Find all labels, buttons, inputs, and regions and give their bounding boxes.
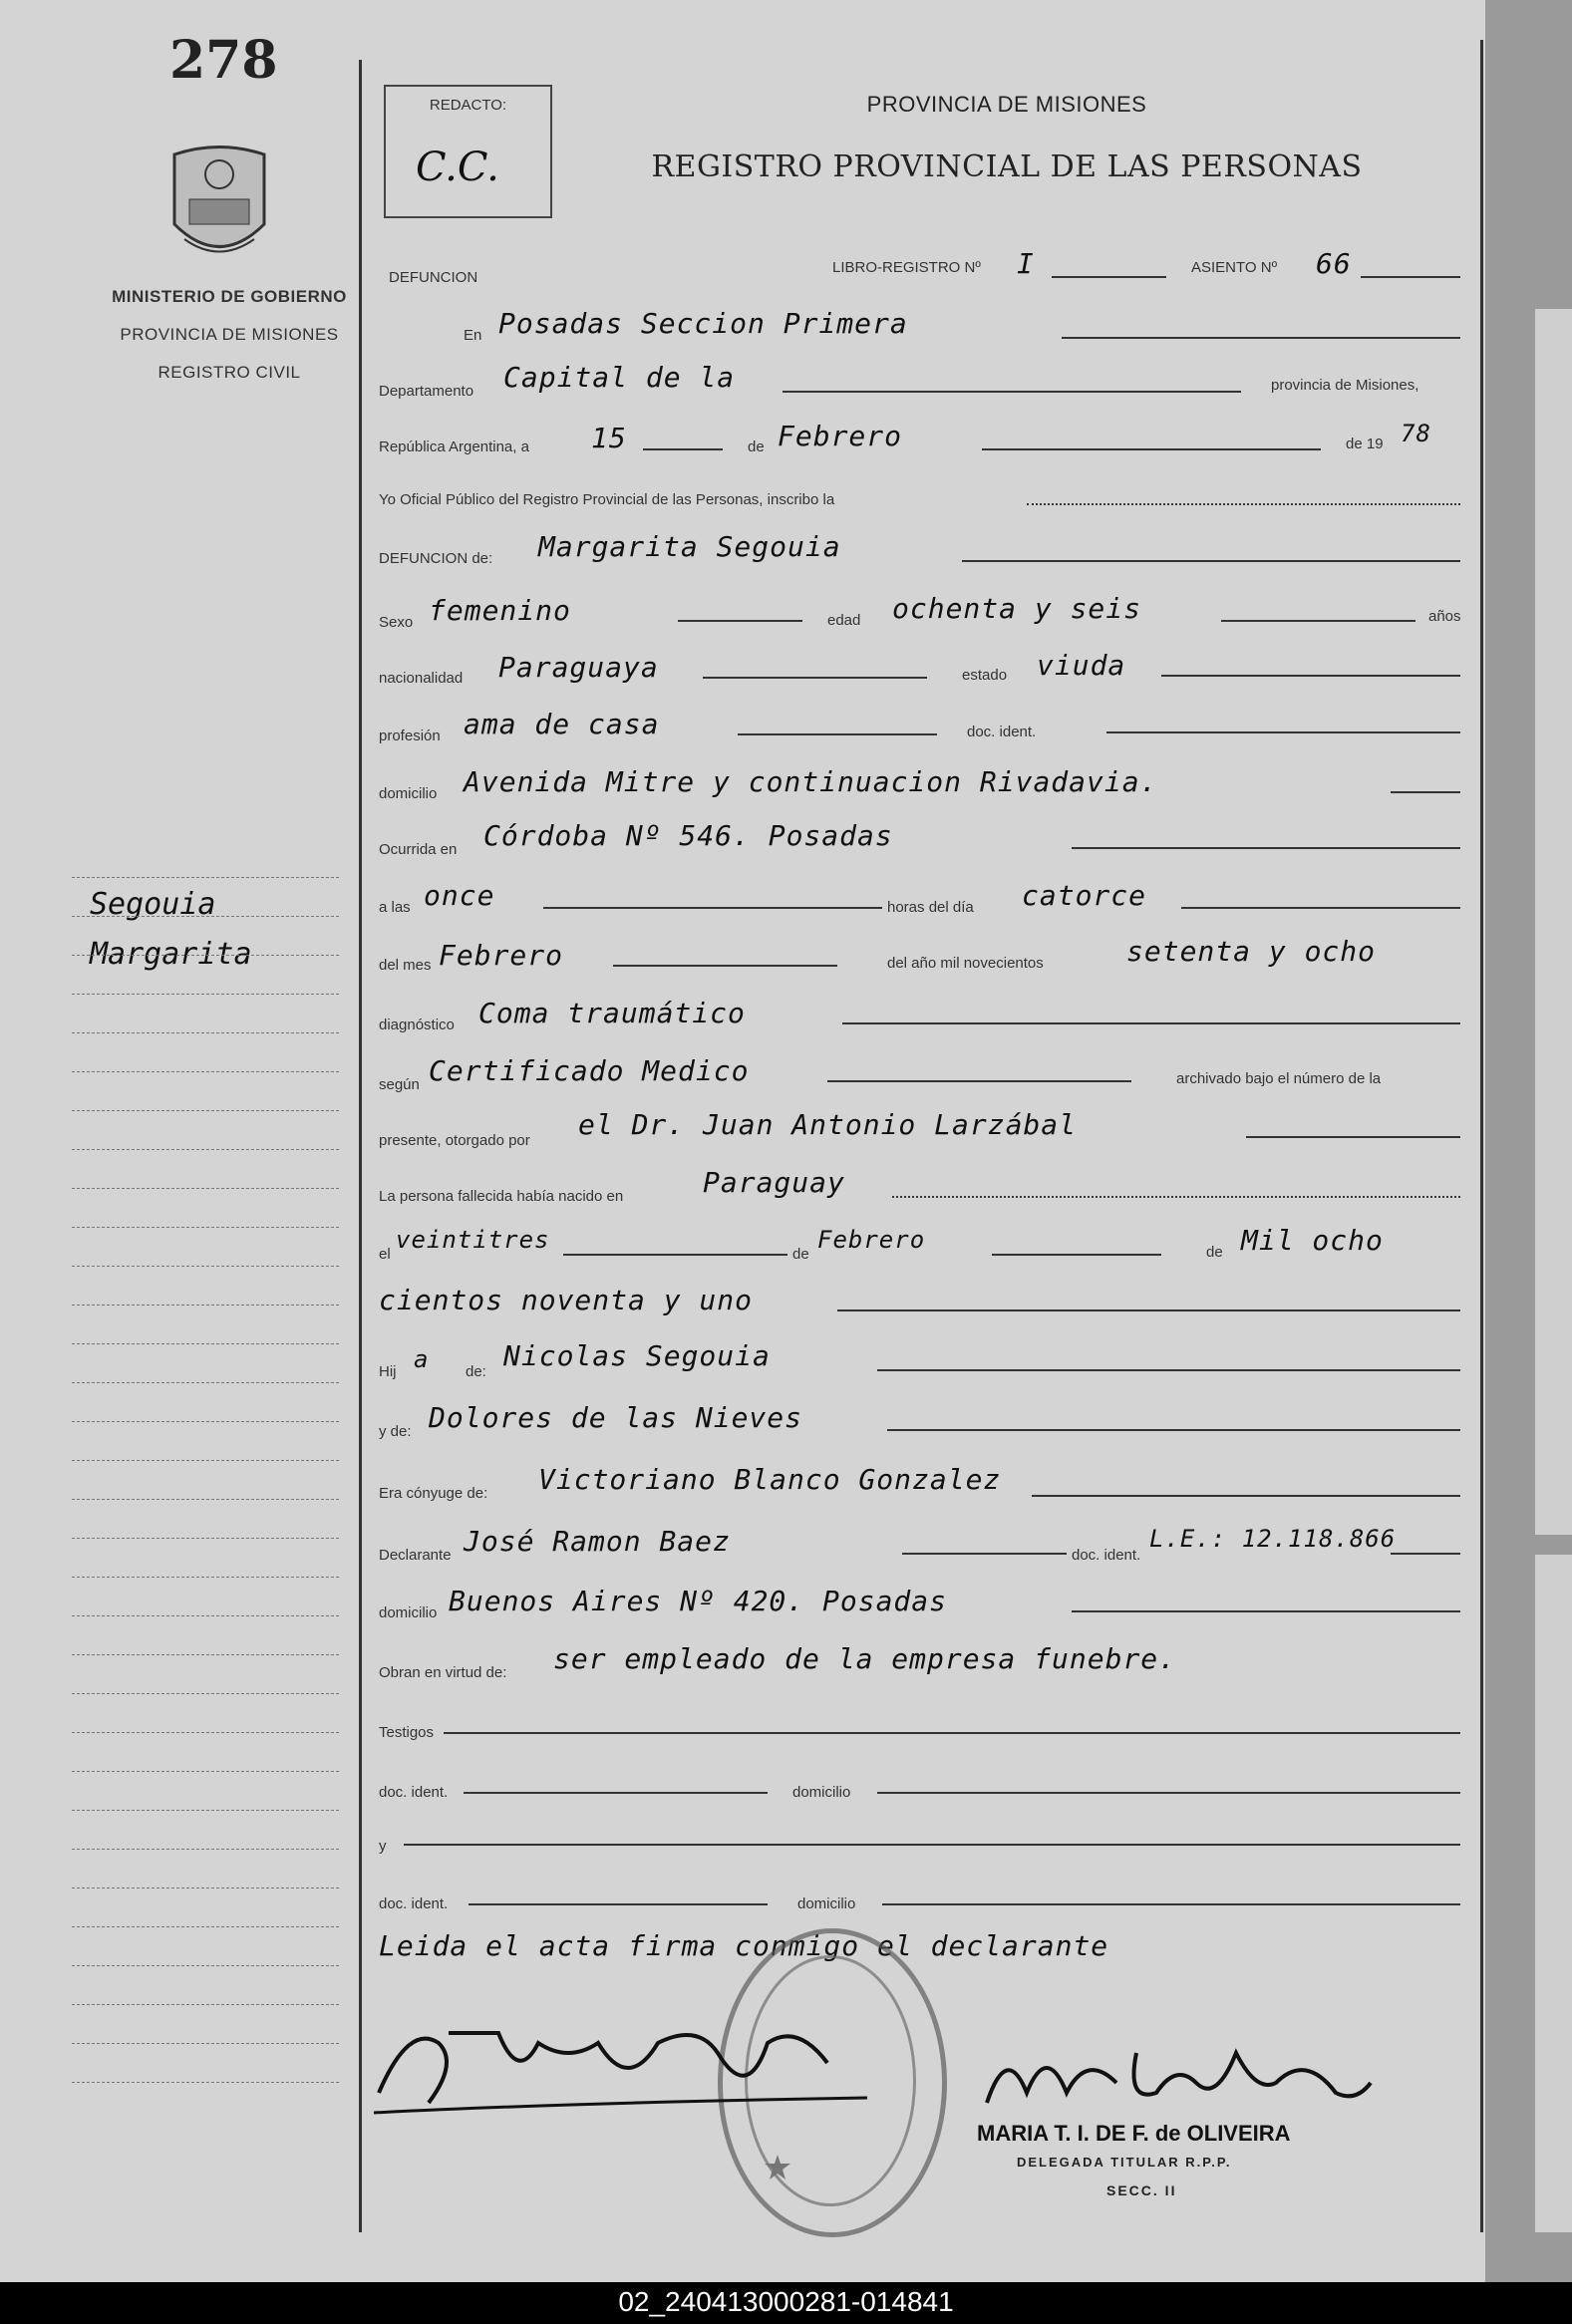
ministry-line: REGISTRO CIVIL <box>157 363 301 382</box>
obran-value: ser empleado de la empresa funebre. <box>553 1642 1177 1675</box>
row-departamento: Departamento Capital de la provincia de Misiones, <box>379 361 1419 400</box>
padre-value: Nicolas Segouia <box>503 1339 771 1372</box>
conyuge-value: Victoriano Blanco Gonzalez <box>538 1463 1002 1496</box>
row-defuncion-de: DEFUNCION de: Margarita Segouia <box>374 536 1470 576</box>
row-sexo: Sexo femenino edad ochenta y seis años <box>379 592 1461 631</box>
row-fecha: República Argentina, a 15 de Febrero de 19 78 <box>379 420 1431 455</box>
row-domicilio2: domicilio Buenos Aires Nº 420. Posadas <box>374 1585 1470 1624</box>
month-value: Febrero <box>778 420 903 452</box>
edad-value: ochenta y seis <box>892 592 1142 625</box>
en-value: Posadas Seccion Primera <box>498 307 908 340</box>
declarante-value: José Ramon Baez <box>464 1525 731 1558</box>
row-y: y <box>374 1820 1470 1860</box>
declarant-signature <box>369 2003 887 2133</box>
row-yde: y de: Dolores de las Nieves <box>374 1405 1470 1445</box>
sexo-value: femenino <box>429 594 571 627</box>
asiento-label: ASIENTO Nº <box>1191 259 1278 276</box>
row-presente: presente, otorgado por el Dr. Juan Antonio Larzábal <box>374 1114 1470 1154</box>
row-nacimiento-fecha: el veintitres de Febrero de Mil ocho <box>379 1224 1384 1263</box>
row-testigo2-doc: doc. ident. domicilio <box>374 1876 1470 1915</box>
row-testigos: Testigos <box>374 1706 1470 1746</box>
row-declarante: Declarante José Ramon Baez doc. ident. L.E.: 12.118.866 <box>374 1525 1470 1565</box>
ministry-line: MINISTERIO DE GOBIERNO <box>112 287 347 306</box>
star-icon <box>763 2153 792 2182</box>
row-diagnostico: diagnóstico Coma traumático <box>374 999 1470 1038</box>
margin-note-surname: Segouia <box>90 887 216 922</box>
row-testigo-doc: doc. ident. domicilio <box>374 1764 1470 1804</box>
registry-title: REGISTRO PROVINCIAL DE LAS PERSONAS <box>651 149 1363 184</box>
profesion-value: ama de casa <box>464 708 660 740</box>
anio-value: setenta y ocho <box>1126 935 1377 968</box>
year-value: 78 <box>1401 420 1431 447</box>
row-domicilio: domicilio Avenida Mitre y continuacion Rivadavia. <box>374 765 1470 805</box>
row-nacionalidad: nacionalidad Paraguaya estado viuda <box>374 653 1470 693</box>
registrar-name: MARIA T. I. DE F. de OLIVEIRA <box>977 2121 1291 2146</box>
record-header-row <box>374 247 1470 299</box>
row-nacido: La persona fallecida había nacido en Paraguay <box>374 1174 1470 1214</box>
departamento-value: Capital de la <box>503 361 736 394</box>
margin-ruled-lines <box>72 877 339 2121</box>
row-cientos <box>374 1286 1470 1325</box>
row-obran: Obran en virtud de: ser empleado de la empresa funebre. <box>379 1642 1177 1681</box>
image-id-caption: 02_240413000281-014841 <box>618 2286 954 2317</box>
nac-mes-value: Febrero <box>817 1226 926 1254</box>
mes-value: Febrero <box>439 939 564 972</box>
folio-number: 278 <box>169 30 278 91</box>
registrar-role: DELEGADA TITULAR R.P.P. <box>1017 2155 1232 2170</box>
row-ocurrida: Ocurrida en Córdoba Nº 546. Posadas <box>374 825 1470 865</box>
row-hij: Hij a de: Nicolas Segouia <box>374 1345 1470 1385</box>
nac-dia-value: veintitres <box>396 1226 550 1254</box>
segun-value: Certificado Medico <box>429 1054 750 1087</box>
row-segun: según Certificado Medico archivado bajo el número de la <box>379 1054 1382 1093</box>
row-mes: del mes Febrero del año mil novecientos setenta y ocho <box>379 935 1377 974</box>
estado-value: viuda <box>1037 649 1126 682</box>
column-divider <box>359 60 362 2232</box>
registrar-signature <box>977 2023 1376 2123</box>
asiento-value: 66 <box>1316 247 1352 280</box>
nac-anio-value: Mil ocho <box>1241 1224 1384 1257</box>
deceased-name: Margarita Segouia <box>538 530 841 563</box>
ministry-line: PROVINCIA DE MISIONES <box>120 325 339 344</box>
row-profesion: profesión ama de casa doc. ident. <box>374 710 1470 749</box>
redacto-box <box>384 85 552 218</box>
row-oficial: Yo Oficial Público del Registro Provincial de las Personas, inscribo la <box>374 483 1470 523</box>
row-conyuge: Era cónyuge de: Victoriano Blanco Gonzalez <box>374 1465 1470 1505</box>
dia-value: catorce <box>1022 879 1147 912</box>
row-en: En Posadas Seccion Primera <box>374 307 1470 347</box>
page-tab <box>1535 309 1572 1535</box>
leida-value: Leida el acta firma conmigo el declarante <box>379 1929 1109 1962</box>
declarante-doc: L.E.: 12.118.866 <box>1149 1525 1397 1553</box>
madre-value: Dolores de las Nieves <box>429 1401 803 1434</box>
libro-label: LIBRO-REGISTRO Nº <box>832 259 981 276</box>
redacto-label: REDACTO: <box>429 97 507 114</box>
column-divider <box>1480 40 1483 2232</box>
row-hora: a las once horas del día catorce <box>374 885 1470 925</box>
presente-value: el Dr. Juan Antonio Larzábal <box>578 1108 1078 1141</box>
record-type-label: DEFUNCION <box>389 269 478 286</box>
domicilio2-value: Buenos Aires Nº 420. Posadas <box>449 1585 948 1617</box>
redacto-initials: C.C. <box>416 145 499 190</box>
hora-value: once <box>424 879 495 912</box>
nacionalidad-value: Paraguaya <box>498 651 659 684</box>
nacido-value: Paraguay <box>703 1166 845 1199</box>
diagnostico-value: Coma traumático <box>478 997 746 1029</box>
row-leida <box>374 1929 1470 1969</box>
libro-value: I <box>1017 247 1035 280</box>
margin-column <box>0 0 359 2282</box>
day-value: 15 <box>591 422 627 454</box>
ocurrida-value: Córdoba Nº 546. Posadas <box>483 819 893 852</box>
province-header: PROVINCIA DE MISIONES <box>866 92 1147 117</box>
page-tab <box>1535 1555 1572 2232</box>
nac-anio-cont: cientos noventa y uno <box>379 1284 754 1316</box>
provincial-seal-icon <box>164 145 274 269</box>
domicilio-value: Avenida Mitre y continuacion Rivadavia. <box>464 765 1158 798</box>
registrar-section: SECC. II <box>1106 2182 1177 2198</box>
margin-note-name: Margarita <box>90 937 252 972</box>
